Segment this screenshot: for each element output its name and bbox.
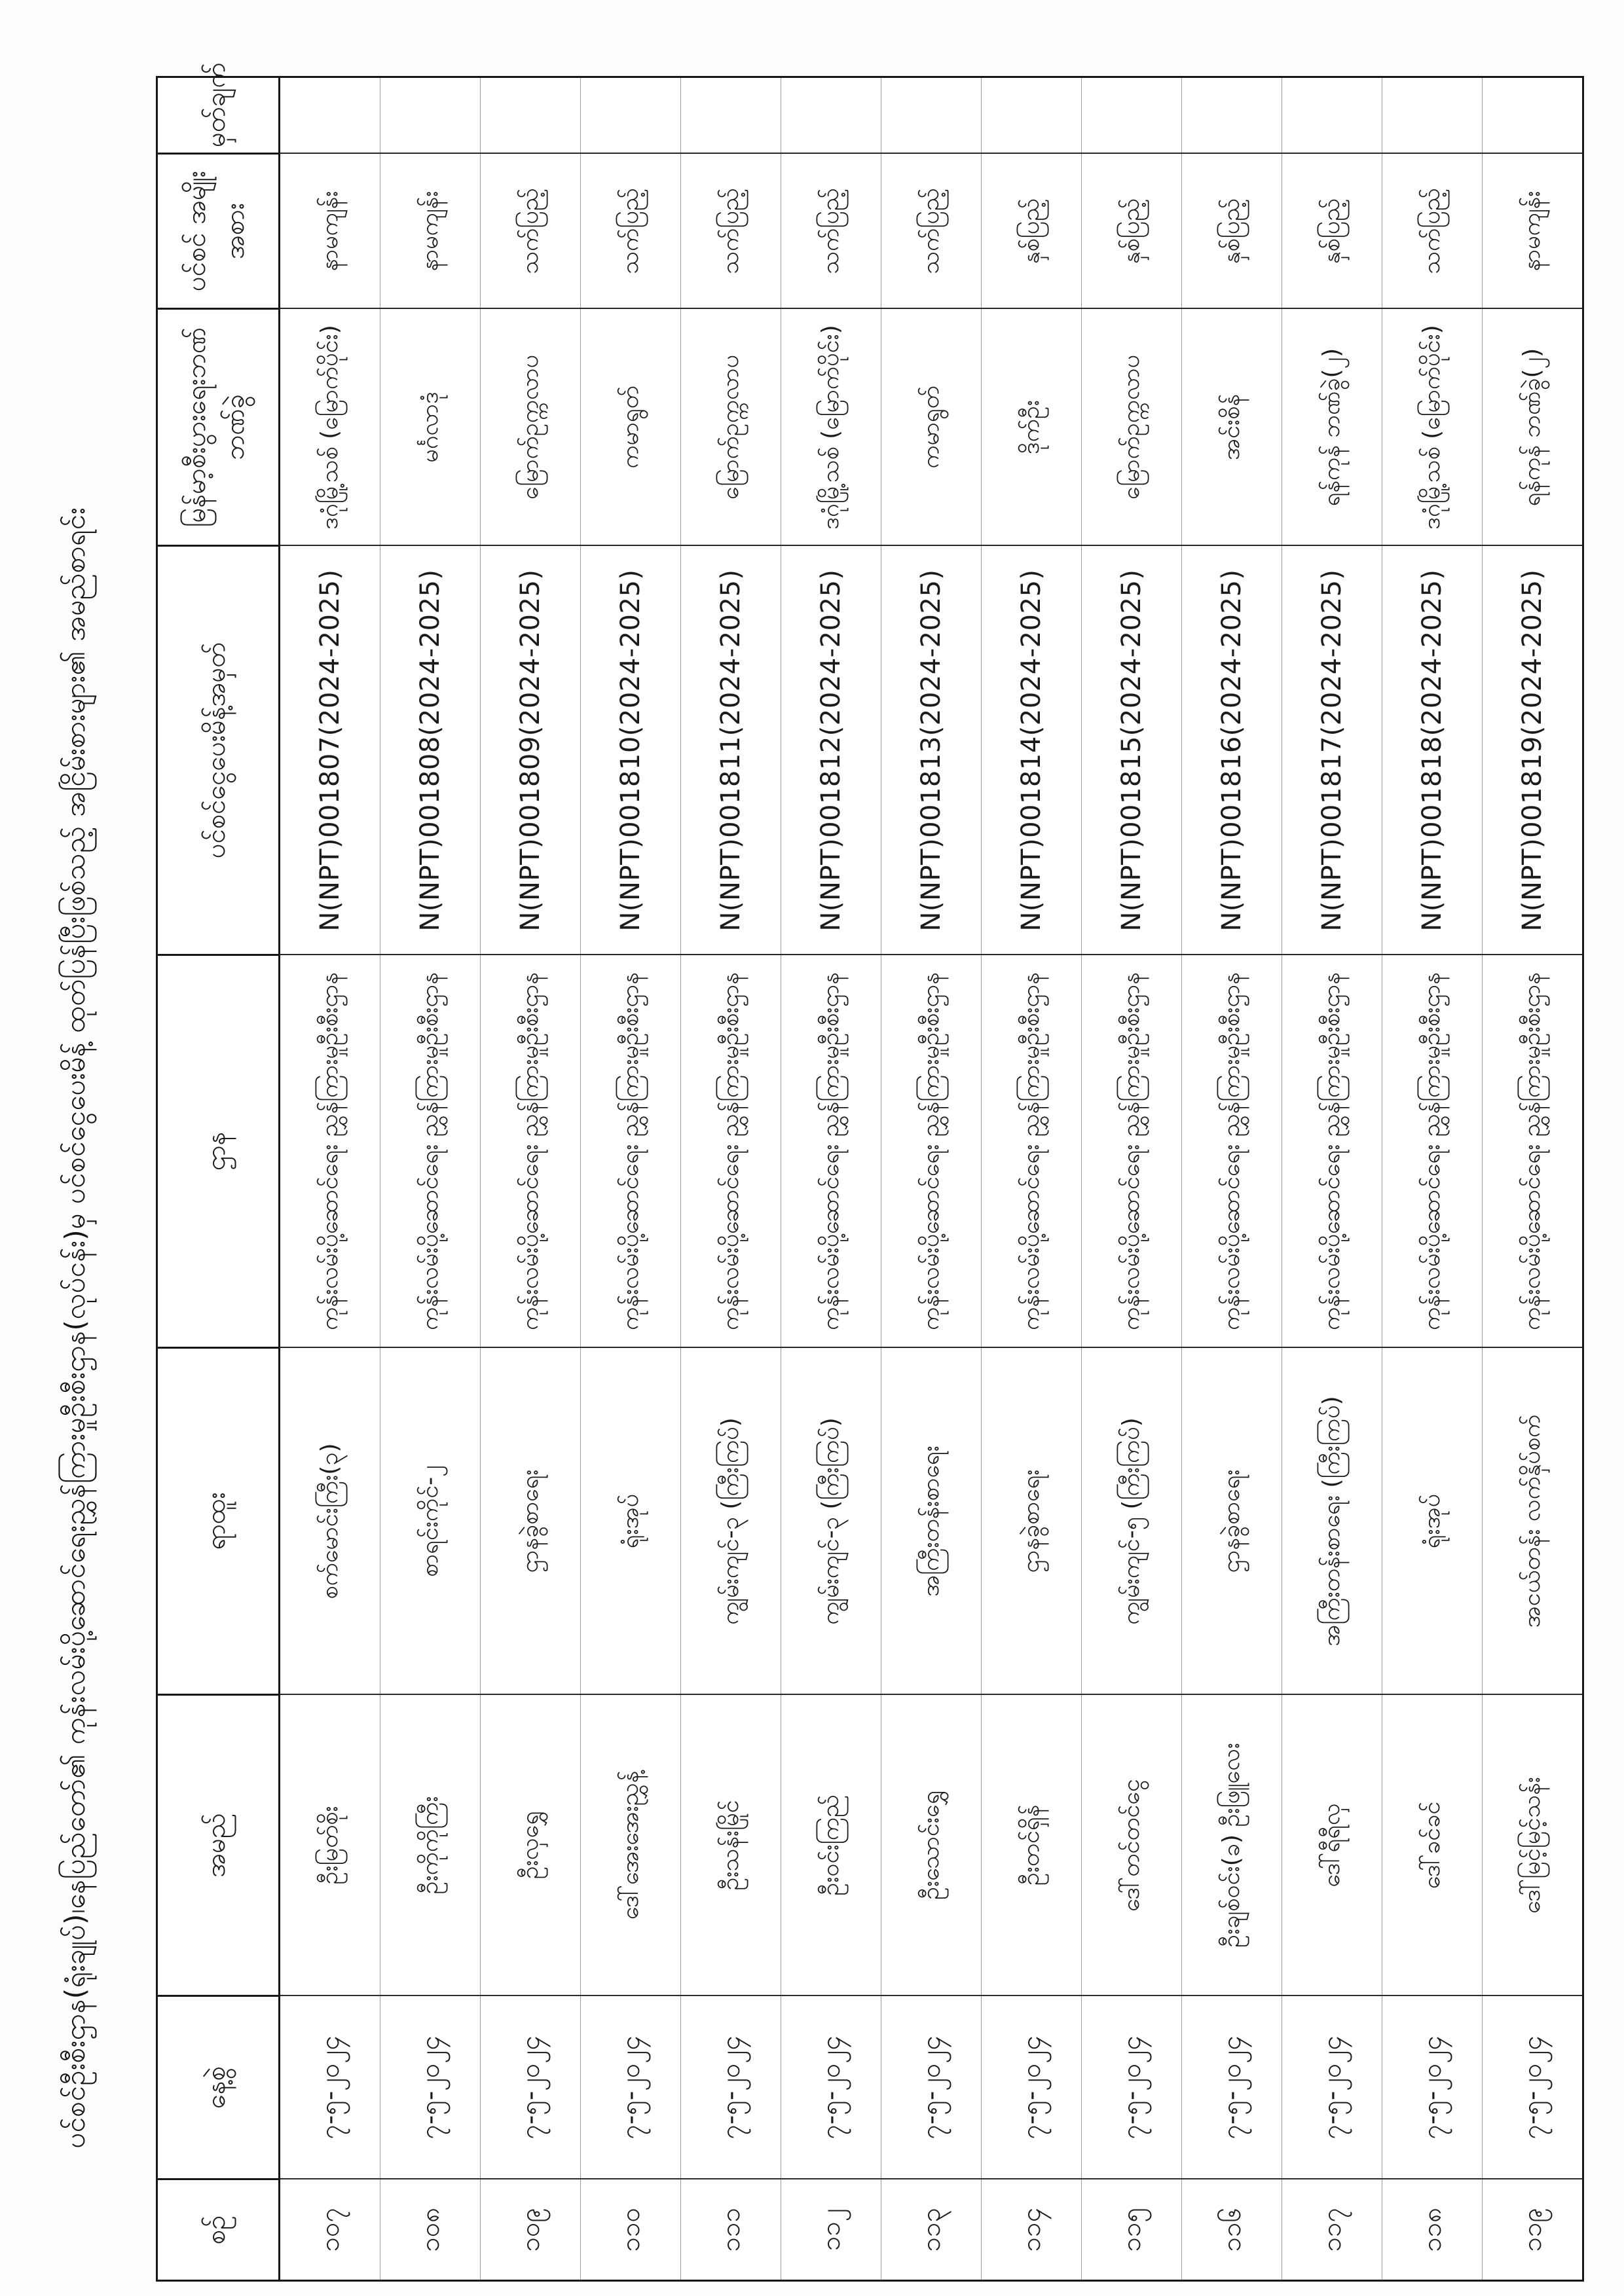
table-cell-name: ဦးသန်းမြိုင် [681, 1695, 781, 1996]
table-cell-position: ရုံးအုပ် [1382, 1348, 1483, 1695]
table-cell-bank-branch: မြောက်ဥက္ကလာပ [1082, 309, 1182, 546]
table-row [1182, 77, 1282, 2281]
table-cell-position: စက်မောင်းကြီး(၃) [280, 1348, 380, 1695]
table-row [781, 77, 881, 2281]
table-row [581, 77, 681, 2281]
column-header-bank-branch: မြန်မာ့စီးပွားရေးဘဏ် ဘဏ်ခွဲ [157, 309, 280, 546]
table-cell-position: အကြီးတန်းစာရေး [881, 1348, 982, 1695]
table-cell-pension-type: သက်ပြည့် [781, 154, 881, 309]
table-cell-bank-branch: မြောက်ဥက္ကလာပ [681, 309, 781, 546]
table-cell-bank-branch: မင်္ဂလာဒုံ [380, 309, 481, 546]
table-cell-name: ဦးလှရွှေ [481, 1695, 581, 1996]
table-cell-remark [881, 77, 982, 154]
table-cell-position: ဌာနခွဲစာရေး [982, 1348, 1082, 1695]
column-header-pension-type: ပင်စင် အမျိုးအစား [157, 154, 280, 309]
table-cell-payment-no: N(NPT)001814(2024-2025) [982, 546, 1082, 955]
table-cell-name: ဦးချစ်ဝင်း(ခ) ဦးဖြူလေး [1182, 1695, 1282, 1996]
table-cell-payment-no: N(NPT)001818(2024-2025) [1382, 546, 1483, 955]
table-cell-bank-branch: ရန်ကုန် ဘဏ်ခွဲ(၂) [1483, 309, 1583, 546]
table-cell-serial: ၁၀၇ [280, 2179, 380, 2281]
table-cell-date: ၇-၅-၂၀၂၄ [481, 1996, 581, 2179]
table-cell-remark [1282, 77, 1382, 154]
table-row [1282, 77, 1382, 2281]
table-cell-date: ၇-၅-၂၀၂၄ [1282, 1996, 1382, 2179]
table-cell-remark [681, 77, 781, 154]
table-row [1483, 77, 1583, 2281]
table-cell-date: ၇-၅-၂၀၂၄ [982, 1996, 1082, 2179]
table-cell-remark [1483, 77, 1583, 154]
table-cell-remark [982, 77, 1082, 154]
table-row [280, 77, 380, 2281]
column-header-payment-no: ပင်စင်ငွေပေးမိန့်အမှတ် [157, 546, 280, 955]
table-cell-pension-type: နာမကျန်း [380, 154, 481, 309]
table-cell-name: ဦးတင်ရှိန် [982, 1695, 1082, 1996]
table-cell-bank-branch: အင်းစိန် [1182, 309, 1282, 546]
table-cell-name: ဒေါ်တင်တင်ငွေ [1082, 1695, 1182, 1996]
table-cell-department: ကုန်းလမ်းပို့ဆောင်ရေး ညွှန်ကြားမှုဦးစီးဌာန [1182, 955, 1282, 1348]
table-cell-position: စာရင်းကိုင်-၂ [380, 1348, 481, 1695]
table-cell-name: ဦးကိုကိုကြီး [380, 1695, 481, 1996]
table-cell-bank-branch: ရန်ကုန် ဘဏ်ခွဲ(၂) [1282, 309, 1382, 546]
table-cell-department: ကုန်းလမ်းပို့ဆောင်ရေး ညွှန်ကြားမှုဦးစီးဌာန [1282, 955, 1382, 1348]
table-row [1082, 77, 1182, 2281]
table-cell-serial: ၁၁၁ [681, 2179, 781, 2281]
table-cell-department: ကုန်းလမ်းပို့ဆောင်ရေး ညွှန်ကြားမှုဦးစီးဌာန [1082, 955, 1182, 1348]
table-cell-position: ကျွမ်းကျင်-၃ (ကြီးကြပ်) [781, 1348, 881, 1695]
table-cell-name: ဦးမြတ်စိုး [280, 1695, 380, 1996]
table-row [1382, 77, 1483, 2281]
table-cell-payment-no: N(NPT)001819(2024-2025) [1483, 546, 1583, 955]
table-cell-bank-branch: ဒဂုံမြို့သစ် (မြောက်ပိုင်း) [280, 309, 380, 546]
table-cell-remark [481, 77, 581, 154]
table-cell-department: ကုန်းလမ်းပို့ဆောင်ရေး ညွှန်ကြားမှုဦးစီးဌာန [781, 955, 881, 1348]
table-cell-position: ကျွမ်းကျင်-၅ (ကြီးကြပ်) [1082, 1348, 1182, 1695]
table-cell-pension-type: သက်ပြည့် [881, 154, 982, 309]
table-cell-bank-branch: ဒိုက်ဦး [982, 309, 1082, 546]
table-cell-serial: ၁၁၈ [1382, 2179, 1483, 2281]
table-cell-payment-no: N(NPT)001813(2024-2025) [881, 546, 982, 955]
table-cell-date: ၇-၅-၂၀၂၄ [681, 1996, 781, 2179]
table-cell-serial: ၁၁၇ [1282, 2179, 1382, 2281]
table-cell-pension-type: နှစ်ပြည့် [1082, 154, 1182, 309]
table-cell-payment-no: N(NPT)001817(2024-2025) [1282, 546, 1382, 955]
table-cell-serial: ၁၁၉ [1483, 2179, 1583, 2281]
table-cell-name: ဦးသောင်းရွှေ [881, 1695, 982, 1996]
table-cell-date: ၇-၅-၂၀၂၄ [1483, 1996, 1583, 2179]
page-title: ပင်စင်ဦးစီးဌာန(ရုံးချုပ်)၊နေပြည်တော်၏ ကုန်းလမ်းပို့ဆောင်ရေးညွှန်ကြားမှုဦးစီးဌာန(လုပ်ငန်း)မှ ပင်စင်ငွေပေးမိန့် ထုတ်ပြန်ပြီးဖြစ်သည့် အငြိမ်းစားများ၏ အမည်စာရင်း [59, 507, 91, 2149]
table-header [157, 62, 280, 2281]
column-header-department: ဌာန [157, 955, 280, 1348]
table-cell-date: ၇-၅-၂၀၂၄ [1182, 1996, 1282, 2179]
table-cell-date: ၇-၅-၂၀၂၄ [1082, 1996, 1182, 2179]
table-row [380, 77, 481, 2281]
table-cell-name: ဒေါ်ခင်ခင် [1382, 1695, 1483, 1996]
table-cell-pension-type: နှစ်ပြည့် [1282, 154, 1382, 309]
table-cell-department: ကုန်းလမ်းပို့ဆောင်ရေး ညွှန်ကြားမှုဦးစီးဌာန [481, 955, 581, 1348]
table-cell-remark [280, 77, 380, 154]
pension-roster-table [156, 62, 1584, 2282]
column-header-position: ရာထူး [157, 1348, 280, 1695]
table-cell-serial: ၁၀၈ [380, 2179, 481, 2281]
table-cell-bank-branch: မြောက်ဥက္ကလာပ [481, 309, 581, 546]
table-row [681, 77, 781, 2281]
table-cell-payment-no: N(NPT)001810(2024-2025) [581, 546, 681, 955]
table-cell-remark [1182, 77, 1282, 154]
table-cell-payment-no: N(NPT)001812(2024-2025) [781, 546, 881, 955]
table-cell-payment-no: N(NPT)001816(2024-2025) [1182, 546, 1282, 955]
table-cell-bank-branch: ဒဂုံမြို့သစ် (မြောက်ပိုင်း) [1382, 309, 1483, 546]
table-cell-payment-no: N(NPT)001808(2024-2025) [380, 546, 481, 955]
table-cell-payment-no: N(NPT)001809(2024-2025) [481, 546, 581, 955]
table-cell-position: ဌာနခွဲစာရေး [481, 1348, 581, 1695]
column-header-serial: စဉ် [157, 2179, 280, 2281]
table-cell-position: ဌာနခွဲစာရေး [1182, 1348, 1282, 1695]
table-cell-date: ၇-၅-၂၀၂၄ [280, 1996, 380, 2179]
table-cell-remark [380, 77, 481, 154]
table-cell-serial: ၁၀၉ [481, 2179, 581, 2281]
table-cell-pension-type: သက်ပြည့် [681, 154, 781, 309]
column-header-name: အမည် [157, 1695, 280, 1996]
table-cell-department: ကုန်းလမ်းပို့ဆောင်ရေး ညွှန်ကြားမှုဦးစီးဌာန [1382, 955, 1483, 1348]
table-cell-department: ကုန်းလမ်းပို့ဆောင်ရေး ညွှန်ကြားမှုဦးစီးဌာန [681, 955, 781, 1348]
table-cell-serial: ၁၁၂ [781, 2179, 881, 2281]
table-cell-department: ကုန်းလမ်းပို့ဆောင်ရေး ညွှန်ကြားမှုဦးစီးဌာန [280, 955, 380, 1348]
table-cell-pension-type: နာမကျန်း [1483, 154, 1583, 309]
table-cell-pension-type: သက်ပြည့် [581, 154, 681, 309]
table-cell-serial: ၁၁၆ [1182, 2179, 1282, 2281]
table-body [280, 77, 1583, 2281]
table-cell-remark [581, 77, 681, 154]
table-cell-pension-type: နှစ်ပြည့် [1182, 154, 1282, 309]
table-cell-department: ကုန်းလမ်းပို့ဆောင်ရေး ညွှန်ကြားမှုဦးစီးဌာန [982, 955, 1082, 1348]
header-row [157, 77, 280, 2281]
table-cell-serial: ၁၁၃ [881, 2179, 982, 2281]
table-cell-serial: ၁၁၄ [982, 2179, 1082, 2281]
column-header-remark: မှတ်ချက် [157, 77, 280, 154]
table-cell-date: ၇-၅-၂၀၂၄ [881, 1996, 982, 2179]
table-cell-name: ဦးဝင်းကြည် [781, 1695, 881, 1996]
table-cell-department: ကုန်းလမ်းပို့ဆောင်ရေး ညွှန်ကြားမှုဦးစီးဌာန [881, 955, 982, 1348]
table-cell-remark [1082, 77, 1182, 154]
table-cell-position: ရုံးအုပ် [581, 1348, 681, 1695]
table-cell-bank-branch: ကမာရွတ် [581, 309, 681, 546]
table-cell-remark [781, 77, 881, 154]
table-cell-date: ၇-၅-၂၀၂၄ [581, 1996, 681, 2179]
table-cell-date: ၇-၅-၂၀၂၄ [1382, 1996, 1483, 2179]
table-cell-payment-no: N(NPT)001807(2024-2025) [280, 546, 380, 955]
table-cell-position: အငယ်တန်း လက်နှိပ်စက် [1483, 1348, 1583, 1695]
table-cell-payment-no: N(NPT)001815(2024-2025) [1082, 546, 1182, 955]
table-cell-department: ကုန်းလမ်းပို့ဆောင်ရေး ညွှန်ကြားမှုဦးစီးဌာန [1483, 955, 1583, 1348]
table-cell-bank-branch: ကမာရွတ် [881, 309, 982, 546]
table-cell-date: ၇-၅-၂၀၂၄ [380, 1996, 481, 2179]
table-row [481, 77, 581, 2281]
table-cell-pension-type: သက်ပြည့် [481, 154, 581, 309]
table-cell-bank-branch: ဒဂုံမြို့သစ် (မြောက်ပိုင်း) [781, 309, 881, 546]
table-cell-payment-no: N(NPT)001811(2024-2025) [681, 546, 781, 955]
table-cell-position: အကြီးတန်းစာရေး (ကြီးကြပ်) [1282, 1348, 1382, 1695]
table-row [982, 77, 1082, 2281]
table-cell-serial: ၁၁၀ [581, 2179, 681, 2281]
table-cell-name: ဒေါ်အေးအေးညွှန့် [581, 1695, 681, 1996]
table-cell-name: ဒေါ်မြင့်မြင့်သန်း [1483, 1695, 1583, 1996]
table-row [881, 77, 982, 2281]
table-cell-name: ဒေါ်ရီရီလှ [1282, 1695, 1382, 1996]
table-cell-position: ကျွမ်းကျင်-၃ (ကြီးကြပ်) [681, 1348, 781, 1695]
table-cell-date: ၇-၅-၂၀၂၄ [781, 1996, 881, 2179]
column-header-date: နေ့စွဲ [157, 1996, 280, 2179]
table-cell-pension-type: နှစ်ပြည့် [982, 154, 1082, 309]
table-cell-serial: ၁၁၅ [1082, 2179, 1182, 2281]
table-cell-pension-type: နာမကျန်း [280, 154, 380, 309]
table-cell-department: ကုန်းလမ်းပို့ဆောင်ရေး ညွှန်ကြားမှုဦးစီးဌာန [581, 955, 681, 1348]
table-cell-department: ကုန်းလမ်းပို့ဆောင်ရေး ညွှန်ကြားမှုဦးစီးဌာန [380, 955, 481, 1348]
table-cell-remark [1382, 77, 1483, 154]
table-cell-pension-type: သက်ပြည့် [1382, 154, 1483, 309]
